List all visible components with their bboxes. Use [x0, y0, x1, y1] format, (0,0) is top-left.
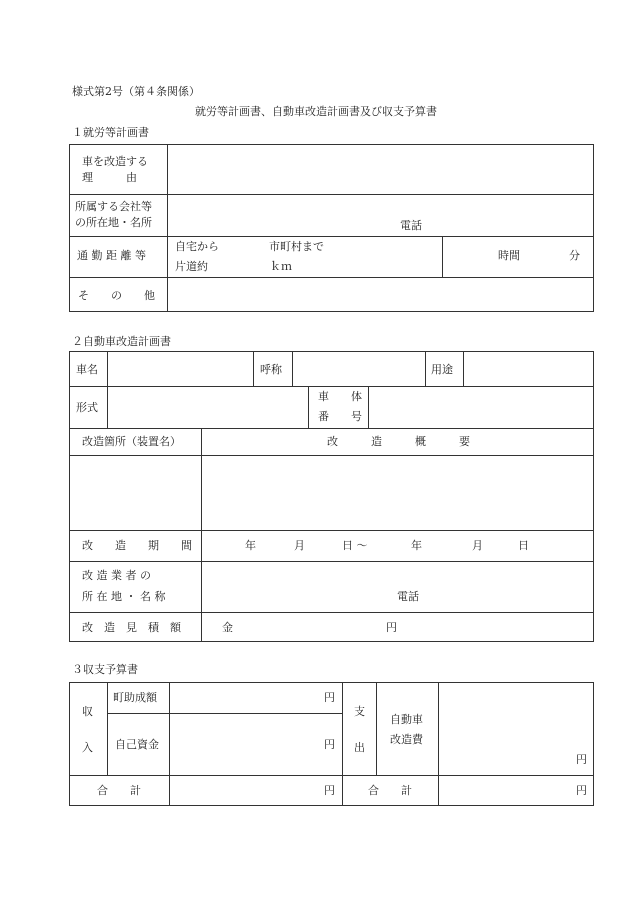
other-label: そ の 他	[78, 289, 155, 302]
period-day-2: 日	[518, 539, 529, 552]
company-label: 所属する会社等	[75, 200, 152, 213]
car-name-field[interactable]	[108, 352, 252, 385]
section2-heading: ２自動車改造計画書	[72, 335, 171, 348]
km-label: ｋｍ	[270, 260, 292, 273]
period-label: 改 造 期 間	[82, 539, 192, 552]
body-number-field[interactable]	[369, 387, 593, 427]
period-day-1: 日 ～	[342, 539, 368, 552]
reason-label-2: 理 由	[82, 171, 137, 184]
period-year-1: 年	[245, 539, 256, 552]
body-number-label-2: 番 号	[318, 410, 362, 423]
expense-label: 支	[354, 705, 365, 718]
estimate-yen: 円	[386, 621, 397, 634]
subsidy-yen: 円	[324, 691, 335, 704]
document-title: 就労等計画書、自動車改造計画書及び収支予算書	[195, 105, 437, 118]
one-way-label: 片道約	[175, 260, 208, 273]
total-label-left: 合 計	[97, 784, 141, 797]
reason-label: 車を改造する	[82, 155, 148, 168]
period-month-2: 月	[472, 539, 483, 552]
expense-label-2: 出	[354, 741, 365, 754]
company-phone-label: 電話	[400, 219, 422, 232]
to-town-label: 市町村まで	[269, 240, 324, 253]
model-field[interactable]	[108, 387, 307, 427]
period-month-1: 月	[294, 539, 305, 552]
usage-label: 用途	[431, 363, 453, 376]
location-label: 改造箇所（装置名）	[82, 435, 181, 448]
own-funds-yen: 円	[324, 738, 335, 751]
period-year-2: 年	[411, 539, 422, 552]
contractor-label: 改 造 業 者 の	[82, 569, 151, 582]
total-field-right[interactable]	[439, 776, 569, 805]
summary-field[interactable]	[202, 456, 593, 529]
mod-cost-label-2: 改造費	[390, 733, 423, 746]
income-label: 収	[82, 705, 93, 718]
mod-cost-label: 自動車	[390, 713, 423, 726]
usage-field[interactable]	[464, 352, 593, 385]
from-home-label: 自宅から	[175, 240, 219, 253]
subsidy-field[interactable]	[170, 683, 320, 712]
nickname-label: 呼称	[260, 363, 282, 376]
total-label-right: 合 計	[368, 784, 412, 797]
estimate-field[interactable]	[236, 613, 381, 641]
subsidy-label: 町助成額	[113, 691, 157, 704]
minutes-label: 分	[569, 249, 580, 262]
own-funds-label: 自己資金	[115, 738, 159, 751]
section1-heading: １就労等計画書	[72, 126, 149, 139]
contractor-phone-label: 電話	[397, 590, 419, 603]
own-funds-field[interactable]	[170, 714, 320, 774]
form-number: 様式第2号（第４条関係）	[72, 85, 200, 98]
total-yen-right: 円	[576, 784, 587, 797]
reason-field[interactable]	[168, 145, 593, 193]
mod-cost-field[interactable]	[439, 683, 569, 774]
estimate-prefix: 金	[222, 621, 233, 634]
contractor-label-2: 所 在 地 ・ 名 称	[82, 590, 166, 603]
total-yen-left: 円	[324, 784, 335, 797]
summary-label: 改 造 概 要	[327, 435, 470, 448]
commute-label: 通 勤 距 離 等	[77, 249, 146, 262]
hours-label: 時間	[498, 249, 520, 262]
income-label-2: 入	[82, 741, 93, 754]
car-name-label: 車名	[76, 363, 98, 376]
location-field[interactable]	[70, 456, 200, 529]
company-label-2: の所在地・名所	[75, 216, 152, 229]
section3-heading: ３収支予算書	[72, 663, 138, 676]
nickname-field[interactable]	[293, 352, 424, 385]
estimate-label: 改 造 見 積 額	[82, 621, 181, 634]
company-field[interactable]	[168, 195, 593, 235]
model-label: 形式	[76, 401, 98, 414]
mod-cost-yen: 円	[576, 753, 587, 766]
total-field-left[interactable]	[170, 776, 320, 805]
other-field[interactable]	[168, 278, 593, 311]
body-number-label: 車 体	[318, 390, 362, 403]
contractor-field[interactable]	[202, 562, 593, 611]
